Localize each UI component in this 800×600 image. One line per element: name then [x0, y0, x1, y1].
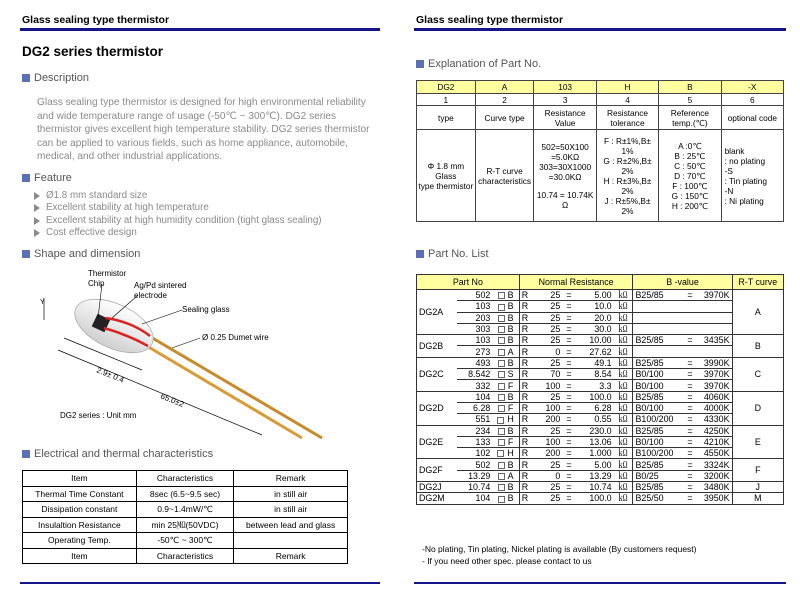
checkbox-icon	[498, 292, 505, 299]
page-header: Glass sealing type thermistor	[416, 14, 564, 26]
checkbox-icon	[498, 360, 505, 367]
feature-item: Excellent stability at high humidity condition (tight glass sealing)	[34, 215, 322, 227]
label-electrode: Ag/Pd sintered	[134, 281, 187, 290]
checkbox-icon	[498, 349, 505, 356]
triangle-bullet-icon	[34, 217, 40, 225]
table-row: 551 H R 200 = 0.55 ㏀ B100/200 = 4330K	[417, 414, 784, 425]
table-row	[417, 130, 784, 222]
section-explanation: Explanation of Part No.	[416, 58, 541, 70]
right-page	[400, 0, 800, 600]
bullet-square-icon	[416, 60, 424, 68]
part-number-table	[416, 80, 784, 222]
table-row: DG2M 104 B R 25 = 100.0 ㏀ B25/50 = 3950K M	[417, 493, 784, 504]
checkbox-icon	[498, 315, 505, 322]
checkbox-icon	[498, 304, 505, 311]
feature-item: Ø1.8 mm standard size	[34, 190, 322, 202]
checkbox-icon	[498, 428, 505, 435]
rt-curve-cell: A	[732, 290, 783, 335]
checkbox-icon	[498, 337, 505, 344]
section-feature: Feature	[22, 172, 72, 184]
feature-item: Excellent stability at high temperature	[34, 202, 322, 214]
feature-item: Cost effective design	[34, 227, 322, 239]
rt-curve-cell: E	[732, 425, 783, 459]
part-group-name: DG2J	[417, 482, 458, 493]
table-row: DG2E 234 B R 25 = 230.0 ㏀ B25/85 = 4250K E	[417, 425, 784, 436]
checkbox-icon	[497, 450, 504, 457]
rt-curve-cell: C	[732, 357, 783, 391]
checkbox-icon	[498, 394, 505, 401]
table-row: Item Characteristics Remark	[23, 548, 348, 564]
rt-curve-cell: F	[732, 459, 783, 482]
section-shape: Shape and dimension	[22, 248, 140, 260]
table-row: DG2C 493 B R 25 = 49.1 ㏀ B25/85 = 3990K C	[417, 357, 784, 368]
table-row: Operating Temp. -50℃ ~ 300℃	[23, 533, 348, 549]
checkbox-icon	[498, 473, 505, 480]
part-group-name: DG2C	[417, 357, 458, 391]
table-row: type Curve type Resistance Value Resistance tolerance Reference temp.(℃) optional code	[417, 106, 784, 130]
page-header: Glass sealing type thermistor	[22, 14, 170, 26]
notes: -No plating, Tin plating, Nickel plating is available (By customers request) - If you need other spec. please contact to us	[422, 544, 697, 566]
section-electrical: Electrical and thermal characteristics	[22, 448, 213, 460]
checkbox-icon	[498, 439, 505, 446]
feature-list	[34, 190, 322, 239]
bullet-square-icon	[22, 450, 30, 458]
table-row: DG2J 10.74 B R 25 = 10.74 ㏀ B25/85 = 3480K J	[417, 482, 784, 493]
label-sealing: Sealing glass	[182, 305, 230, 314]
label-chip-2: Chip	[88, 279, 105, 288]
checkbox-icon	[497, 417, 504, 424]
svg-text:Y: Y	[40, 299, 45, 306]
pn-resist-cell: 502=50X100 =5.0KΩ 303=30X1000 =30.0KΩ 10.74 = 10.74K Ω	[534, 130, 596, 222]
part-group-name: DG2D	[417, 391, 458, 425]
rt-curve-cell: J	[732, 482, 783, 493]
part-group-name: DG2E	[417, 425, 458, 459]
table-row: Thermal Time Constant 8sec (6.5~9.5 sec) in still air	[23, 486, 348, 502]
thermistor-diagram	[22, 260, 362, 440]
table-row: 273 A R 0 = 27.62 ㏀	[417, 346, 784, 357]
label-dim-total: 65.0±2	[159, 391, 186, 410]
checkbox-icon	[498, 484, 505, 491]
label-electrode-2: electrode	[134, 291, 167, 300]
rt-curve-cell: M	[732, 493, 783, 504]
pn-tol-cell: F : R±1%,B± 1% G : R±2%,B± 2% H : R±3%,B± 2% J : R±5%,B± 2%	[596, 130, 658, 222]
table-row: DG2 A 103 H B -X	[417, 81, 784, 94]
rt-curve-cell: D	[732, 391, 783, 425]
checkbox-icon	[498, 383, 505, 390]
pn-type-cell: Φ 1.8 mm Glass type thermistor	[417, 130, 476, 222]
header-rule	[414, 28, 786, 31]
label-unit: DG2 series : Unit mm	[60, 411, 137, 420]
table-row: 203 B R 25 = 20.0 ㏀	[417, 312, 784, 323]
rt-curve-cell: B	[732, 335, 783, 358]
table-row: 1 2 3 4 5 6	[417, 94, 784, 106]
label-chip: Thermistor	[88, 269, 127, 278]
bullet-square-icon	[22, 74, 30, 82]
table-row: DG2B 103 B R 25 = 10.00 ㏀ B25/85 = 3435K B	[417, 335, 784, 346]
part-list-body	[417, 290, 784, 505]
header-rule	[20, 28, 380, 31]
bullet-square-icon	[22, 250, 30, 258]
part-list-table	[416, 274, 784, 505]
pn-curve-cell: R-T curve characteristics	[475, 130, 534, 222]
part-group-name: DG2F	[417, 459, 458, 482]
bullet-square-icon	[416, 250, 424, 258]
checkbox-icon	[498, 496, 505, 503]
page-title: DG2 series thermistor	[22, 44, 164, 59]
checkbox-icon	[498, 326, 505, 333]
checkbox-icon	[498, 405, 505, 412]
triangle-bullet-icon	[34, 229, 40, 237]
section-partlist: Part No. List	[416, 248, 489, 260]
table-row: DG2A 502 B R 25 = 5.00 ㏀ B25/85 = 3970K A	[417, 290, 784, 301]
triangle-bullet-icon	[34, 192, 40, 200]
table-row: 13.29 A R 0 = 13.29 ㏀ B0/25 = 3200K	[417, 470, 784, 481]
table-row: DG2D 104 B R 25 = 100.0 ㏀ B25/85 = 4060K D	[417, 391, 784, 402]
pn-opt-cell: blank : no plating -S : Tin plating -N : Ni plating	[721, 130, 783, 222]
section-description: Description	[22, 72, 89, 84]
electrical-table	[22, 470, 348, 564]
table-row: Insulaltion Resistance min 25㏁(50VDC) between lead and glass	[23, 517, 348, 533]
table-row: Item Characteristics Remark	[23, 471, 348, 487]
table-row: 102 H R 200 = 1.000 ㏀ B100/200 = 4550K	[417, 448, 784, 459]
part-group-name: DG2M	[417, 493, 458, 504]
footer-rule	[20, 582, 380, 584]
bullet-square-icon	[22, 174, 30, 182]
table-row: 133 F R 100 = 13.06 ㏀ B0/100 = 4210K	[417, 436, 784, 447]
table-row: 332 F R 100 = 3.3 ㏀ B0/100 = 3970K	[417, 380, 784, 391]
triangle-bullet-icon	[34, 204, 40, 212]
table-row: Dissipation constant 0.9~1.4mW/℃ in still air	[23, 502, 348, 518]
description-text: Glass sealing type thermistor is designed for high environmental reliability and wide temperature range of usage (-50℃ ~ 300℃). DG2 series thermistor gives excellent high temperature stability. DG2 series thermistor can be applied to various fields, such as home appliance, automobile, medical, and other industrial applications.	[37, 97, 370, 162]
table-row: DG2F 502 B R 25 = 5.00 ㏀ B25/85 = 3324K F	[417, 459, 784, 470]
table-row: 8.542 S R 70 = 8.54 ㏀ B0/100 = 3970K	[417, 369, 784, 380]
checkbox-icon	[498, 371, 505, 378]
label-wire: Ø 0.25 Dumet wire	[202, 333, 269, 342]
label-dim-body: 2.9± 0.4	[95, 365, 126, 385]
table-row: 6.28 F R 100 = 6.28 ㏀ B0/100 = 4000K	[417, 402, 784, 413]
pn-ref-cell: A :0℃ B : 25℃ C : 50℃ D : 70℃ F : 100℃ G : 150℃ H : 200℃	[659, 130, 721, 222]
checkbox-icon	[498, 462, 505, 469]
table-row: 303 B R 25 = 30.0 ㏀	[417, 323, 784, 334]
table-row: 103 B R 25 = 10.0 ㏀	[417, 301, 784, 312]
footer-rule	[414, 582, 786, 584]
table-row: Part No Normal Resistance B -value R-T curve	[417, 275, 784, 290]
part-group-name: DG2A	[417, 290, 458, 335]
part-group-name: DG2B	[417, 335, 458, 358]
